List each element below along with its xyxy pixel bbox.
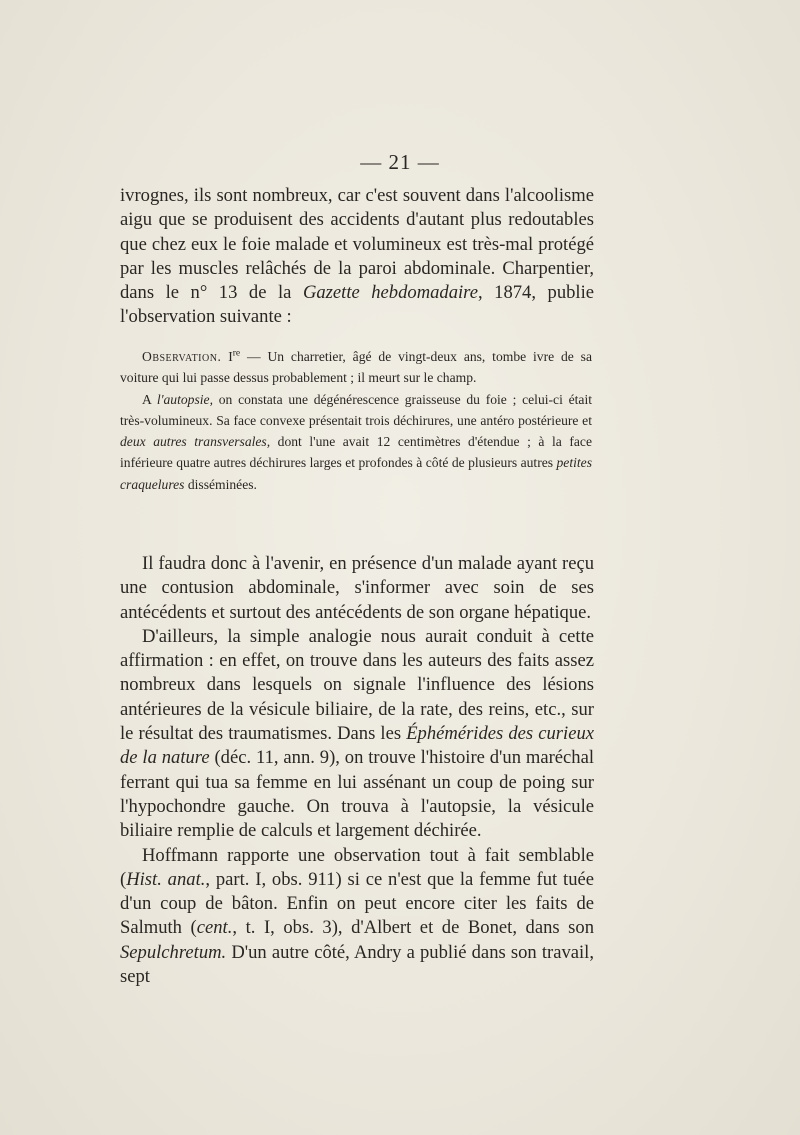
body-paragraph-1: Il faudra donc à l'avenir, en présence d'un malade ayant reçu une contusion abdominale, s'informer avec soin de ses antécédents et surtout des antécédents de son organe hépatique. <box>120 553 594 623</box>
p3-italic-1: Hist. anat. <box>126 868 206 890</box>
observation-label: Observation. <box>142 349 222 364</box>
autopsy-italic-1: deux autres transversales, <box>120 434 271 450</box>
observation-text: — Un charretier, âgé de vingt-deux ans, tombe ivre de sa voiture qui lui passe dessus probablement ; il meurt sur le champ. <box>120 349 592 386</box>
autopsy-text-1: on constata une dégénérescence graisseuse du foie ; celui-ci était très-volumineux. Sa face convexe présentait trois déchirures, une antéro postérieure et <box>120 391 593 428</box>
observation-paragraph <box>120 346 592 389</box>
intro-paragraph <box>120 184 594 330</box>
autopsy-italic-2: petites craquelures <box>120 455 592 492</box>
intro-paragraph-block <box>120 184 594 330</box>
p2-text-2: (déc. 11, ann. 9), on trouve l'histoire d'un maréchal ferrant qui tua sa femme en lui assénant un coup de poing sur l'hypochondre gauche. On trouva à l'autopsie, la vésicule biliaire remplie de calculs et largement déchirée. <box>120 747 594 842</box>
p3-text-4: D'un autre côté, Andry a publié dans son travail, sept <box>120 941 594 988</box>
p3-text-2: , part. I, obs. 911) si ce n'est que la femme fut tuée d'un coup de bâton. Enfin on peut encore citer les faits de Salmuth ( <box>120 868 594 939</box>
p3-text-3: , t. I, obs. 3), d'Albert et de Bonet, dans son <box>232 917 595 939</box>
p3-italic-3: Sepulchretum. <box>120 941 227 963</box>
autopsy-label: l'autopsie, <box>156 391 213 407</box>
p2-italic: Éphémérides des curieux de la nature <box>120 723 594 769</box>
p3-text-1: Hoffmann rapporte une observation tout à fait semblable ( <box>120 844 594 890</box>
body-block <box>120 552 594 989</box>
observation-number-sup: re <box>232 348 241 359</box>
intro-text-2: , 1874, publie l'observation suivante : <box>120 282 594 328</box>
intro-text-1: ivrognes, ils sont nombreux, car c'est souvent dans l'alcoolisme aigu que se produisent des accidents d'autant plus redoutables que chez eux le foie malade et volumineux est très-mal protégé par les muscles relâchés de la paroi abdominale. Charpentier, dans le n° 13 de la <box>120 185 594 304</box>
body-paragraph-3 <box>120 844 594 990</box>
autopsy-text-2: dont l'une avait 12 centimètres d'étendue ; à la face inférieure quatre autres déchirures larges et profondes à côté de plusieurs autres <box>120 434 592 471</box>
journal-title: Gazette hebdomadaire <box>302 282 478 304</box>
observation-block <box>120 346 592 495</box>
autopsy-paragraph <box>120 389 592 495</box>
p2-text-1: D'ailleurs, la simple analogie nous aurait conduit à cette affirmation : en effet, on trouve dans les auteurs des faits assez nombreux dans lesquels on signale l'influence des lésions antérieures de la vésicule biliaire, de la rate, des reins, etc., sur le résultat des traumatismes. Dans les <box>120 625 594 745</box>
observation-number: I <box>228 349 233 364</box>
body-paragraph-2 <box>120 625 594 844</box>
page-number: — 21 — <box>360 150 440 174</box>
p3-italic-2: cent. <box>196 917 233 939</box>
autopsy-prefix: A <box>142 391 157 407</box>
autopsy-text-3: disséminées. <box>184 476 257 492</box>
